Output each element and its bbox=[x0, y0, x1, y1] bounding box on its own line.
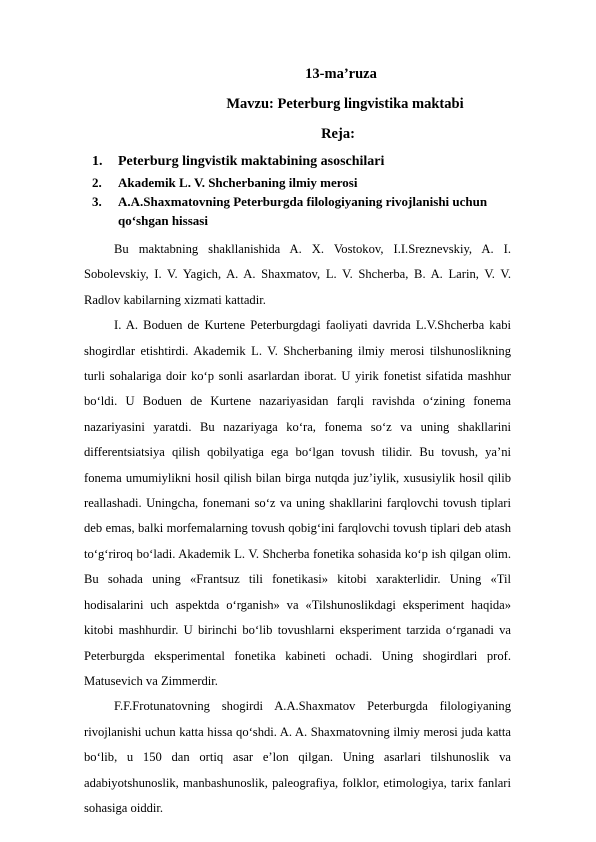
paragraph: I. A. Boduen de Kurtene Peterburgdagi faoliyati davrida L.V.Shcherba kabi shogirdlar etishtirdi. Akademik L. V. Shcherbaning ilmiy merosi tilshunoslikning turli sohalariga doir ko‘p sonli asarlardan iborat. U yirik fonetist sifatida mashhur bo‘ldi. U Boduen de Kurtene nazariyasidan farqli ravishda o‘zining fonema nazariyasini yaratdi. Bu nazariyaga ko‘ra, fonema so‘z va uning shakllarini differentsiatsiya qilish qobilyatiga ega bo‘lgan tovush tilidir. Bu tovush, ya’ni fonema umumiylikni hosil qilish bilan birga nutqda juz’iylik, xususiylik hosil qilib reallashadi. Uningcha, fonemani so‘z va uning shakllarini farqlovchi tovush tiplari deb emas, balki morfemalarning tovush qobig‘ini farqlovchi tovush tiplari deb atash to‘g‘riroq bo‘ladi. Akademik L. V. Shcherba fonetika sohasida ko‘p ish qilgan olim. Bu sohada uning «Frantsuz tili fonetikasi» kitobi xarakterlidir. Uning «Til hodisalarini uch aspektda o‘rganish» va «Tilshunoslikdagi eksperiment haqida» kitobi mashhurdir. U birinchi bo‘lib tovushlarni eksperiment tarzida o‘rganadi va Peterburgda eksperimental fonetika kabineti ochadi. Uning shogirdlari prof. Matusevich va Zimmerdir. bbox=[84, 318, 511, 688]
paragraph: Bu maktabning shakllanishida A. X. Vostokov, I.I.Sreznevskiy, A. I. Sobolevskiy, I. V. Yagich, A. A. Shaxmatov, L. V. Shcherba, B. A. Larin, V. V. Radlov kabilarning xizmati kattadir. bbox=[84, 242, 511, 307]
plan-item-text: A.A.Shaxmatovning Peterburgda filologiyaning rivojlanishi uchun qo‘shgan hissasi bbox=[118, 194, 488, 228]
plan-item-number: 3. bbox=[92, 194, 102, 209]
plan-item bbox=[92, 151, 538, 173]
plan-item bbox=[92, 192, 538, 230]
plan-item-number: 2. bbox=[92, 175, 102, 190]
plan-item-text: Akademik L. V. Shcherbaning ilmiy merosi bbox=[118, 175, 358, 190]
topic-title: Mavzu: Peterburg lingvistika maktabi bbox=[226, 96, 464, 112]
plan-list bbox=[92, 151, 538, 230]
lecture-number: 13-ma’ruza bbox=[305, 66, 377, 82]
body-text bbox=[84, 237, 511, 821]
plan-item-number: 1. bbox=[92, 154, 103, 169]
plan-heading: Reja: bbox=[321, 126, 355, 142]
plan-item-text: Peterburg lingvistik maktabining asoschilari bbox=[118, 154, 385, 169]
plan-item bbox=[92, 173, 538, 192]
paragraph: F.F.Frotunatovning shogirdi A.A.Shaxmatov Peterburgda filologiyaning rivojlanishi uchun katta hissa qo‘shdi. A. A. Shaxmatovning ilmiy merosi juda katta bo‘lib, u 150 dan ortiq asar e’lon qilgan. Uning asarlari tilshunoslik va adabiyotshunoslik, manbashunoslik, paleografiya, folklor, etimologiya, tarix fanlari sohasiga oiddir. bbox=[84, 699, 511, 815]
